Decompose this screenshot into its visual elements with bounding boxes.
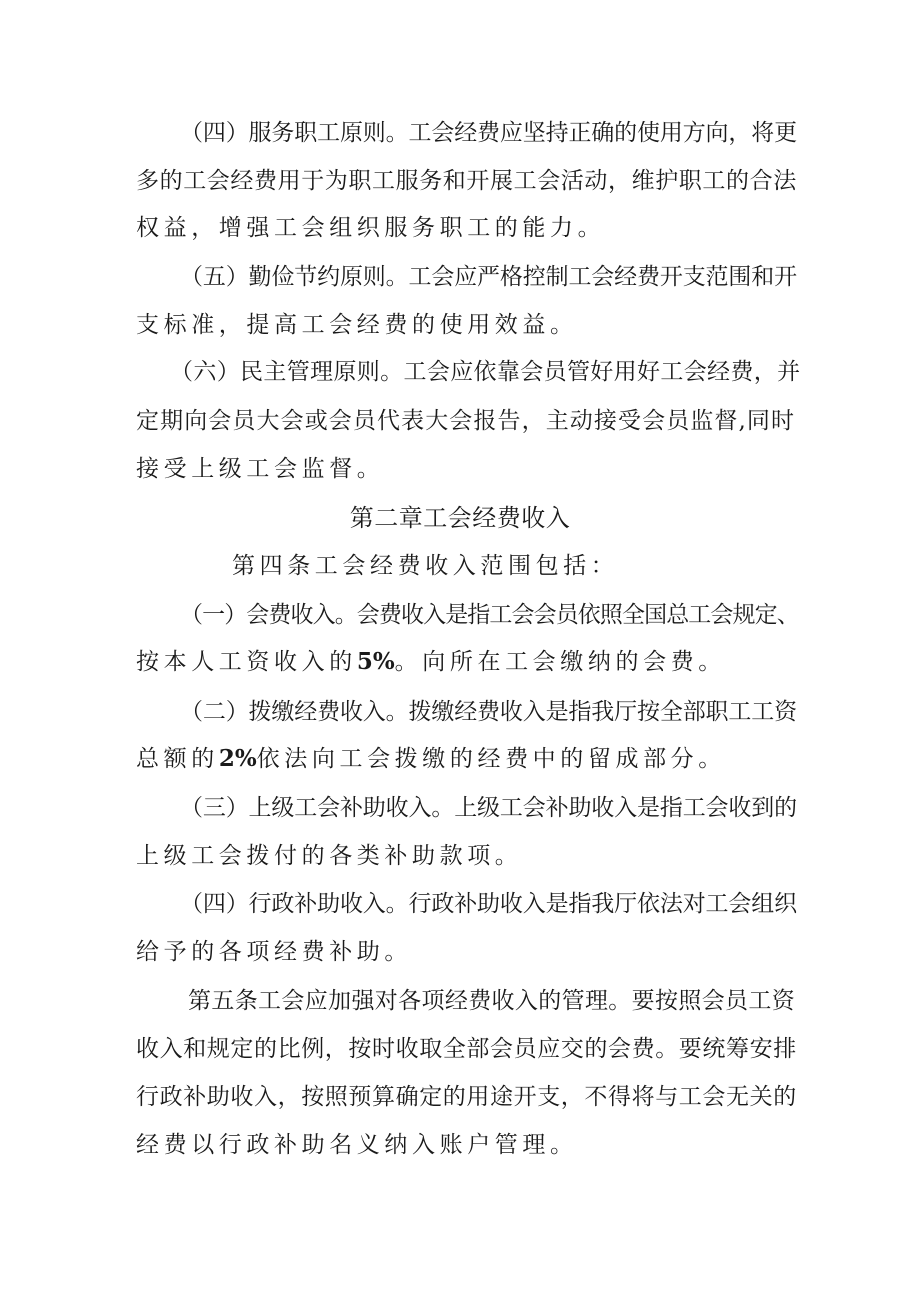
chapter-heading: 第二章工会经费收入 [349,504,571,532]
text-line: 第五条工会应加强对各项经费收入的管理。要按照会员工资 [188,988,796,1014]
text-line: 上级工会拨付的各类补助款项。 [136,843,523,869]
text-segment: 按本人工资收入的 [136,649,357,675]
text-line: 定期向会员大会或会员代表大会报告，主动接受会员监督,同时 [136,408,796,434]
text-line [136,744,726,774]
text-line: 行政补助收入，按照预算确定的用途开支，不得将与工会无关的 [136,1084,797,1110]
text-line: （三）上级工会补助收入。上级工会补助收入是指工会收到的 [180,795,797,821]
text-line: （六）民主管理原则。工会应依靠会员管好用好工会经费，并 [170,359,801,385]
text-segment: 总额的 [136,746,219,772]
text-line: （一）会费收入。会费收入是指工会会员依照全国总工会规定、 [180,602,799,628]
text-line: 支标准，提高工会经费的使用效益。 [136,312,578,338]
text-line: （四）服务职工原则。工会经费应坚持正确的使用方向，将更 [180,120,797,146]
text-line: （四）行政补助收入。行政补助收入是指我厅依法对工会组织 [180,891,797,917]
text-line: 收入和规定的比例，按时收取全部会员应交的会费。要统筹安排 [136,1036,797,1062]
text-line: 给予的各项经费补助。 [136,939,412,965]
text-segment: 。向所在工会缴纳的会费。 [394,649,726,675]
text-line: 多的工会经费用于为职工服务和开展工会活动，维护职工的合法 [136,168,797,194]
percent-value: 5% [356,648,395,675]
text-line: 第四条工会经费收入范围包括： [232,553,619,579]
text-line: 经费以行政补助名义纳入账户管理。 [136,1132,578,1158]
text-line [136,647,726,677]
text-line: （五）勤俭节约原则。工会应严格控制工会经费开支范围和开 [180,264,797,290]
text-line: 权益，增强工会组织服务职工的能力。 [136,215,606,241]
text-line: （二）拨缴经费收入。拨缴经费收入是指我厅按全部职工工资 [180,699,797,725]
percent-value: 2% [218,745,257,772]
text-segment: 依法向工会拨缴的经费中的留成部分。 [256,746,726,772]
text-line: 接受上级工会监督。 [136,456,385,482]
